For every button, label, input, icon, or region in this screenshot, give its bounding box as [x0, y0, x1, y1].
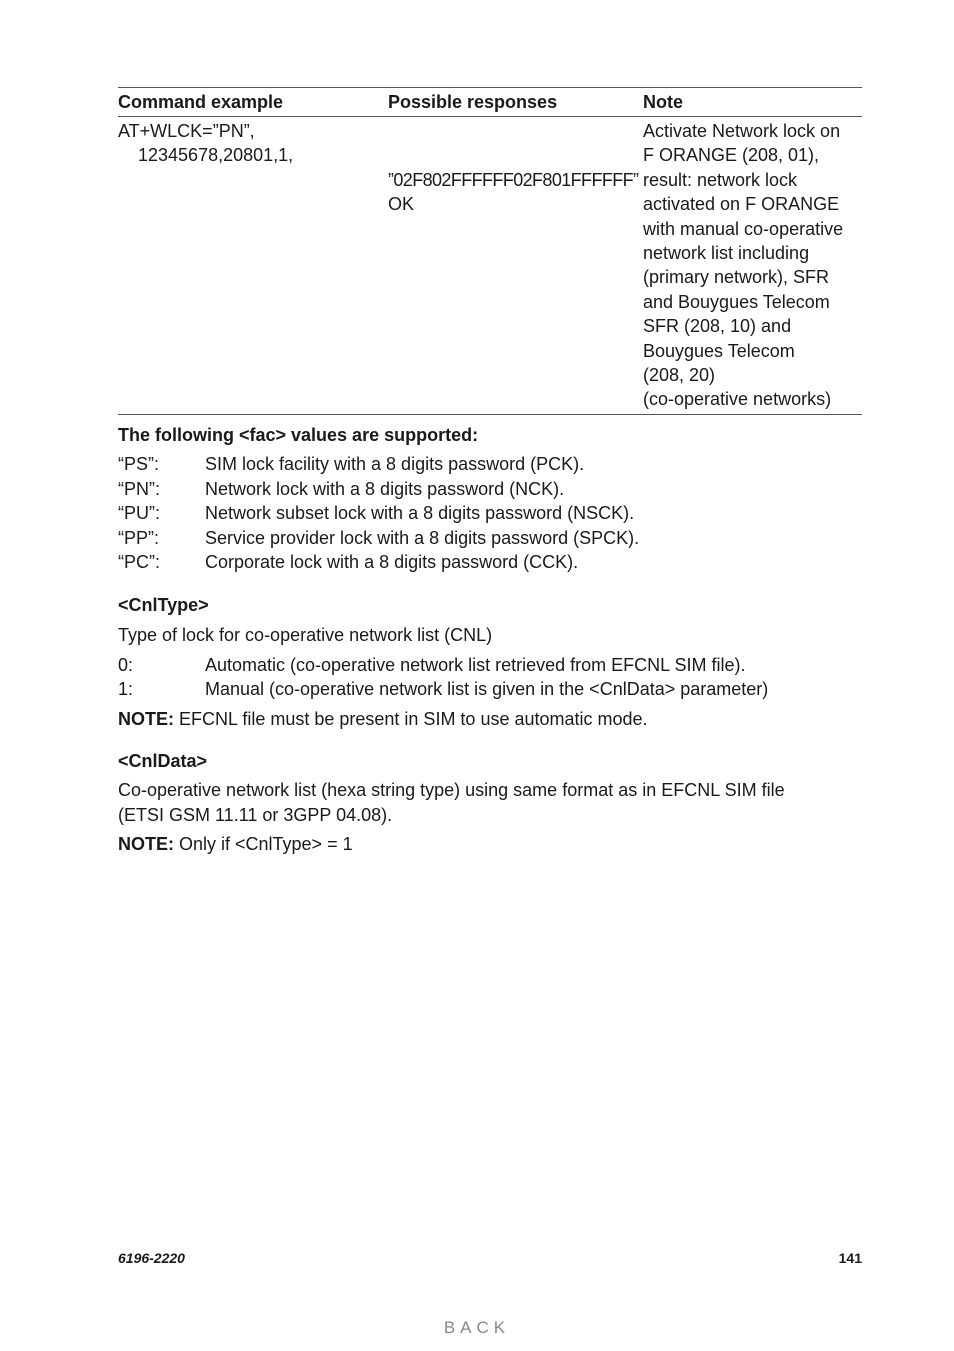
cnltype-key: 0: [118, 654, 134, 675]
fac-value: Service provider lock with a 8 digits password (SPCK). [205, 527, 640, 548]
note-line: (co-operative networks) [643, 389, 832, 410]
cnldata-description-line: Co-operative network list (hexa string type) using same format as in EFCNL SIM file [118, 780, 785, 801]
cnltype-value: Automatic (co-operative network list retrieved from EFCNL SIM file). [205, 654, 746, 675]
cnldata-heading: <CnlData> [118, 751, 208, 771]
fac-key: “PS”: [118, 454, 160, 475]
note-cell [643, 117, 862, 415]
cnldata-section [118, 749, 862, 857]
table-row [118, 117, 862, 415]
command-line: AT+WLCK=”PN”, [118, 121, 255, 141]
table-header-row [118, 88, 862, 117]
fac-heading: The following <fac> values are supported: [118, 425, 479, 445]
cnltype-description: Type of lock for co-operative network list (CNL) [118, 625, 493, 646]
fac-value: Network lock with a 8 digits password (NCK). [205, 478, 565, 499]
list-item [118, 677, 862, 701]
note-line: with manual co-operative [643, 218, 844, 239]
note-line: network list including [643, 243, 810, 264]
note-line: Activate Network lock on [643, 121, 841, 141]
back-link[interactable]: BACK [443, 1318, 511, 1337]
header-possible-responses: Possible responses [388, 88, 643, 117]
cnldata-note [118, 832, 862, 856]
fac-section [118, 423, 862, 574]
cnltype-key: 1: [118, 679, 134, 700]
command-table [118, 87, 862, 415]
fac-key: “PN”: [118, 478, 160, 499]
fac-key: “PU”: [118, 503, 160, 524]
note-line: activated on F ORANGE [643, 194, 840, 215]
note-text: EFCNL file must be present in SIM to use automatic mode. [174, 708, 648, 729]
cnldata-description-line: (ETSI GSM 11.11 or 3GPP 04.08). [118, 804, 393, 825]
note-line: and Bouygues Telecom [643, 291, 830, 312]
note-text: Only if <CnlType> = 1 [174, 834, 353, 855]
list-item [118, 477, 862, 501]
note-line: (primary network), SFR [643, 267, 830, 288]
fac-key: “PC”: [118, 552, 160, 573]
fac-value: Network subset lock with a 8 digits password (NSCK). [205, 503, 635, 524]
note-line: F ORANGE (208, 01), [643, 145, 820, 166]
note-line: (208, 20) [643, 365, 716, 386]
fac-key: “PP”: [118, 527, 160, 548]
list-item [118, 550, 862, 574]
page-number: 141 [838, 1250, 862, 1266]
fac-value: Corporate lock with a 8 digits password (CCK). [205, 552, 579, 573]
list-item [118, 452, 862, 476]
command-line: 12345678,20801,1, [138, 145, 294, 166]
list-item [118, 526, 862, 550]
list-item [118, 653, 862, 677]
command-cell [118, 117, 388, 415]
response-line: ”02F802FFFFFF02F801FFFFFF” [388, 169, 639, 190]
response-cell [388, 117, 643, 415]
fac-value: SIM lock facility with a 8 digits password (PCK). [205, 454, 585, 475]
note-label: NOTE: [118, 708, 174, 729]
cnltype-value: Manual (co-operative network list is given in the <CnlData> parameter) [205, 679, 769, 700]
header-note: Note [643, 88, 862, 117]
note-line: Bouygues Telecom [643, 340, 795, 361]
note-label: NOTE: [118, 834, 174, 855]
header-command-example: Command example [118, 88, 388, 117]
list-item [118, 501, 862, 525]
page-footer [118, 1250, 862, 1266]
response-line: OK [388, 194, 415, 215]
cnltype-heading: <CnlType> [118, 595, 209, 615]
doc-number: 6196-2220 [118, 1250, 185, 1266]
note-line: SFR (208, 10) and [643, 316, 792, 337]
note-line: result: network lock [643, 169, 798, 190]
cnltype-note [118, 707, 862, 731]
cnltype-section [118, 593, 862, 731]
